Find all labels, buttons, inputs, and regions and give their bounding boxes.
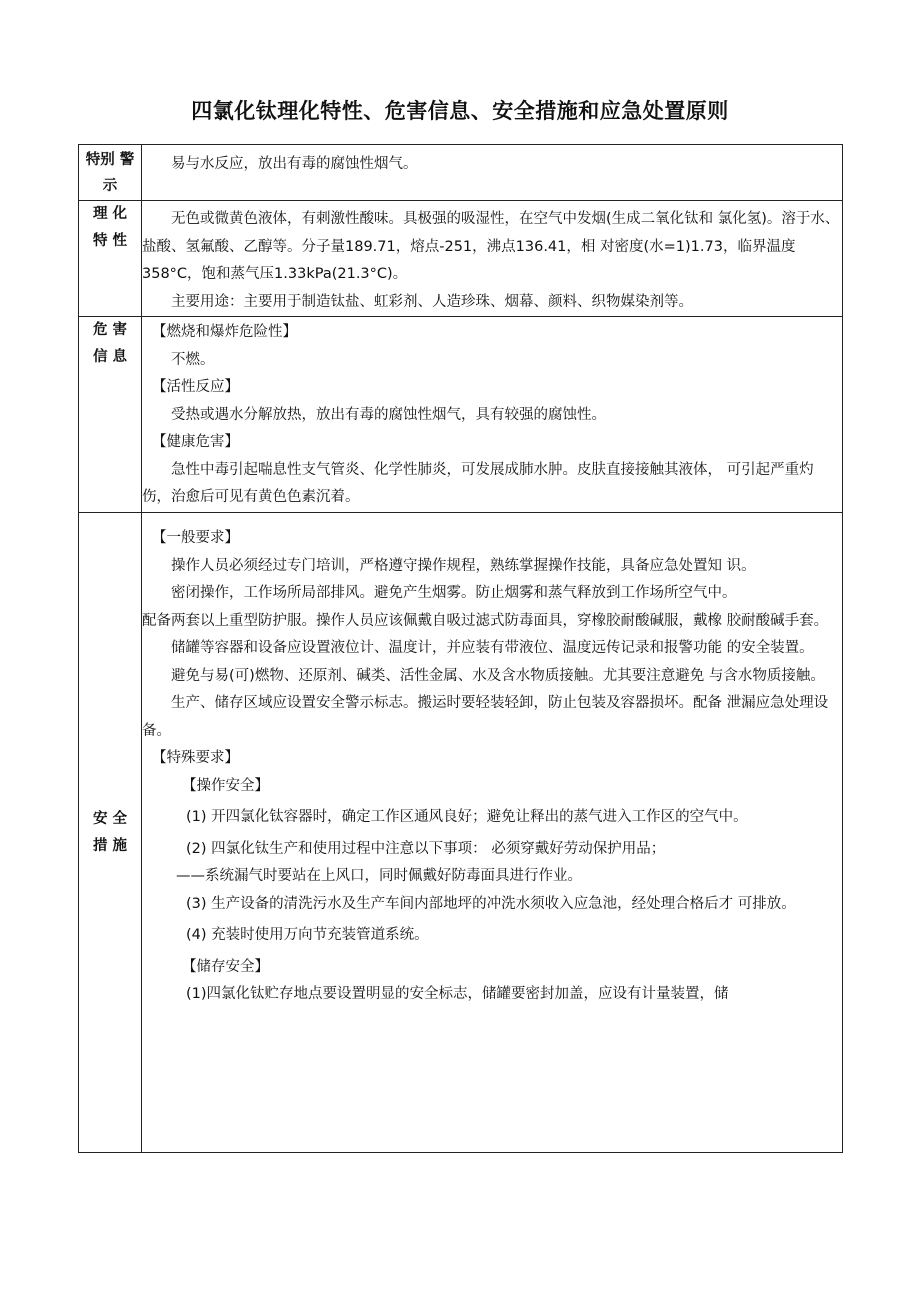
safety-data-table [78,144,843,1153]
properties-label-line2: 特 性 [92,233,128,249]
warning-label-line2: 示 [102,178,118,194]
warning-text: 易与水反应，放出有毒的腐蚀性烟气。 [171,156,418,172]
operation-item-3: (3) 生产设备的清洗污水及生产车间内部地坪的冲洗水须收入应急池，经处理合格后才 可排放。 [186,895,796,912]
properties-row [79,201,843,317]
general-item-6: 生产、储存区域应设置安全警示标志。搬运时要轻装轻卸，防止包装及容器损坏。配备 泄漏应急处理设备。 [142,695,829,739]
safety-content [142,513,843,1153]
operation-heading: 【操作安全】 [182,777,269,794]
warning-row [79,145,843,201]
storage-heading: 【储存安全】 [182,958,269,975]
safety-label-line1: 安 全 [92,810,128,827]
fire-text: 不燃。 [171,351,215,368]
properties-label-line1: 理 化 [92,206,128,222]
warning-content [142,145,843,201]
general-item-4: 储罐等容器和设备应设置液位计、温度计，并应装有带液位、温度远传记录和报警功能 的安全装置。 [171,640,814,656]
safety-row [79,513,843,1153]
general-heading: 【一般要求】 [152,530,239,546]
hazards-row [79,317,843,513]
properties-usage: 主要用途：主要用于制造钛盐、虹彩剂、人造珍珠、烟幕、颜料、织物媒染剂等。 [171,293,693,310]
general-item-2: 密闭操作，工作场所局部排风。避免产生烟雾。防止烟雾和蒸气释放到工作场所空气中。 [171,585,737,601]
reactivity-heading: 【活性反应】 [152,379,239,395]
storage-item-1: (1)四氯化钛贮存地点要设置明显的安全标志，储罐要密封加盖，应设有计量装置，储 [186,986,729,1002]
hazards-label-line2: 信 息 [92,349,128,365]
safety-label-line2: 措 施 [92,837,128,854]
fire-heading: 【燃烧和爆炸危险性】 [152,324,297,340]
properties-label [79,201,142,317]
warning-label-line1: 特别 警 [85,152,135,168]
hazards-label-line1: 危 害 [92,322,128,338]
document-title: 四氯化钛理化特性、危害信息、安全措施和应急处置原则 [191,99,729,123]
general-item-3: 配备两套以上重型防护服。操作人员应该佩戴自吸过滤式防毒面具，穿橡胶耐酸碱服，戴橡 胶耐酸碱手套。 [142,612,829,629]
hazards-label [79,317,142,513]
properties-content [142,201,843,317]
safety-label [79,513,142,1153]
health-text: 急性中毒引起喘息性支气管炎、化学性肺炎，可发展成肺水肿。皮肤直接接触其液体， 可引起严重灼伤，治愈后可见有黄色色素沉着。 [142,461,814,505]
hazards-content [142,317,843,513]
operation-item-4: (4) 充装时使用万向节充装管道系统。 [186,927,429,943]
operation-item-2b: ——系统漏气时要站在上风口，同时佩戴好防毒面具进行作业。 [176,868,582,884]
general-item-1: 操作人员必须经过专门培训，严格遵守操作规程，熟练掌握操作技能，具备应急处置知 识。 [171,557,756,574]
operation-item-2: (2) 四氯化钛生产和使用过程中注意以下事项： 必须穿戴好劳动保护用品； [186,840,666,857]
health-heading: 【健康危害】 [152,434,239,450]
general-item-5: 避免与易(可)燃物、还原剂、碱类、活性金属、水及含水物质接触。尤其要注意避免 与含水物质接触。 [171,667,825,684]
special-heading: 【特殊要求】 [152,750,239,766]
warning-label [79,145,142,201]
operation-item-1: (1) 开四氯化钛容器时，确定工作区通风良好；避免让释出的蒸气进入工作区的空气中。 [186,809,748,825]
properties-description: 无色或微黄色液体，有刺激性酸味。具极强的吸湿性，在空气中发烟(生成二氧化钛和 氯化氢)。溶于水、盐酸、氢氟酸、乙醇等。分子量189.71，熔点-251，沸点136.41，相 对密度(水=1)1.73，临界温度358°C，饱和蒸气压1.33kPa(21.3°C)。 [142,211,840,282]
reactivity-text: 受热或遇水分解放热，放出有毒的腐蚀性烟气，具有较强的腐蚀性。 [171,406,606,423]
